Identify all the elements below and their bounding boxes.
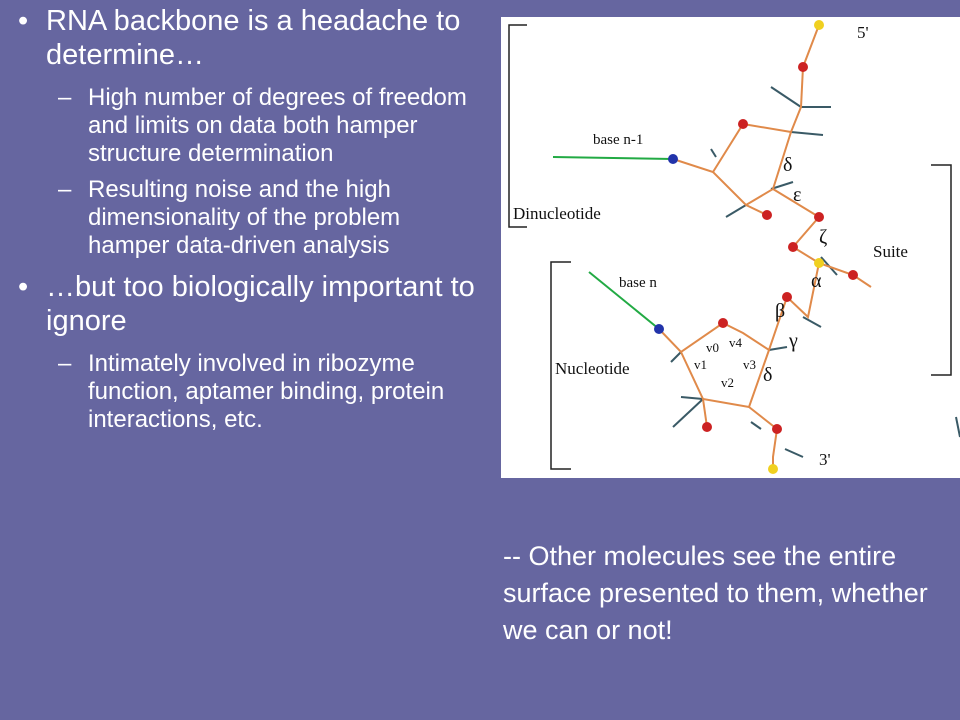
label-nu2: v2 [721, 375, 734, 390]
label-nu3: v3 [743, 357, 756, 372]
sub-bullet-dash: – [58, 84, 72, 111]
sub-bullet-1-2-text: Resulting noise and the high dimensionality of the problem hamper data-driven analysis [88, 176, 401, 259]
atoms [654, 20, 858, 474]
label-zeta: ζ [819, 226, 828, 248]
bullet-dot: • [18, 271, 29, 303]
label-gamma: γ [789, 330, 798, 352]
sub-bullet-1-1 [18, 84, 488, 168]
bullet-1 [18, 4, 488, 72]
label-delta-2: δ [763, 364, 773, 386]
label-5-prime: 5' [857, 23, 869, 42]
label-base-n: base n [619, 275, 657, 291]
diagram-svg [501, 17, 960, 478]
dinucleotide-bracket [509, 25, 527, 227]
sub-bullet-dash: – [58, 350, 72, 377]
label-nucleotide: Nucleotide [555, 359, 630, 378]
suite-bracket [931, 165, 951, 375]
label-beta: β [775, 300, 786, 322]
bullet-list [18, 4, 488, 442]
bullet-2-text: …but too biologically important to ignore [46, 271, 475, 337]
label-3-prime: 3' [819, 450, 831, 469]
bullet-1-text: RNA backbone is a headache to determine… [46, 5, 461, 71]
label-epsilon: ε [793, 184, 802, 206]
bullet-2 [18, 270, 488, 338]
sub-bullet-1-1-text: High number of degrees of freedom and limits on data both hamper structure determination [88, 84, 467, 167]
label-nu4: v4 [729, 335, 742, 350]
label-alpha: α [811, 270, 822, 292]
sub-bullet-2-1 [18, 350, 488, 434]
caption-text: -- Other molecules see the entire surface presented to them, whether we can or not! [503, 541, 928, 645]
sub-bullet-1-2 [18, 176, 488, 260]
label-base-n-minus-1: base n-1 [593, 132, 644, 148]
label-nu0: v0 [706, 340, 719, 355]
label-suite: Suite [873, 242, 908, 261]
label-dinucleotide: Dinucleotide [513, 204, 601, 223]
sub-bullet-dash: – [58, 176, 72, 203]
rna-backbone-diagram [501, 17, 960, 478]
label-delta: δ [783, 154, 793, 176]
label-nu1: v1 [694, 357, 707, 372]
bullet-dot: • [18, 5, 29, 37]
sub-bullet-2-1-text: Intimately involved in ribozyme function, aptamer binding, protein interactions, etc. [88, 350, 445, 433]
base-n1-bond [553, 157, 673, 159]
